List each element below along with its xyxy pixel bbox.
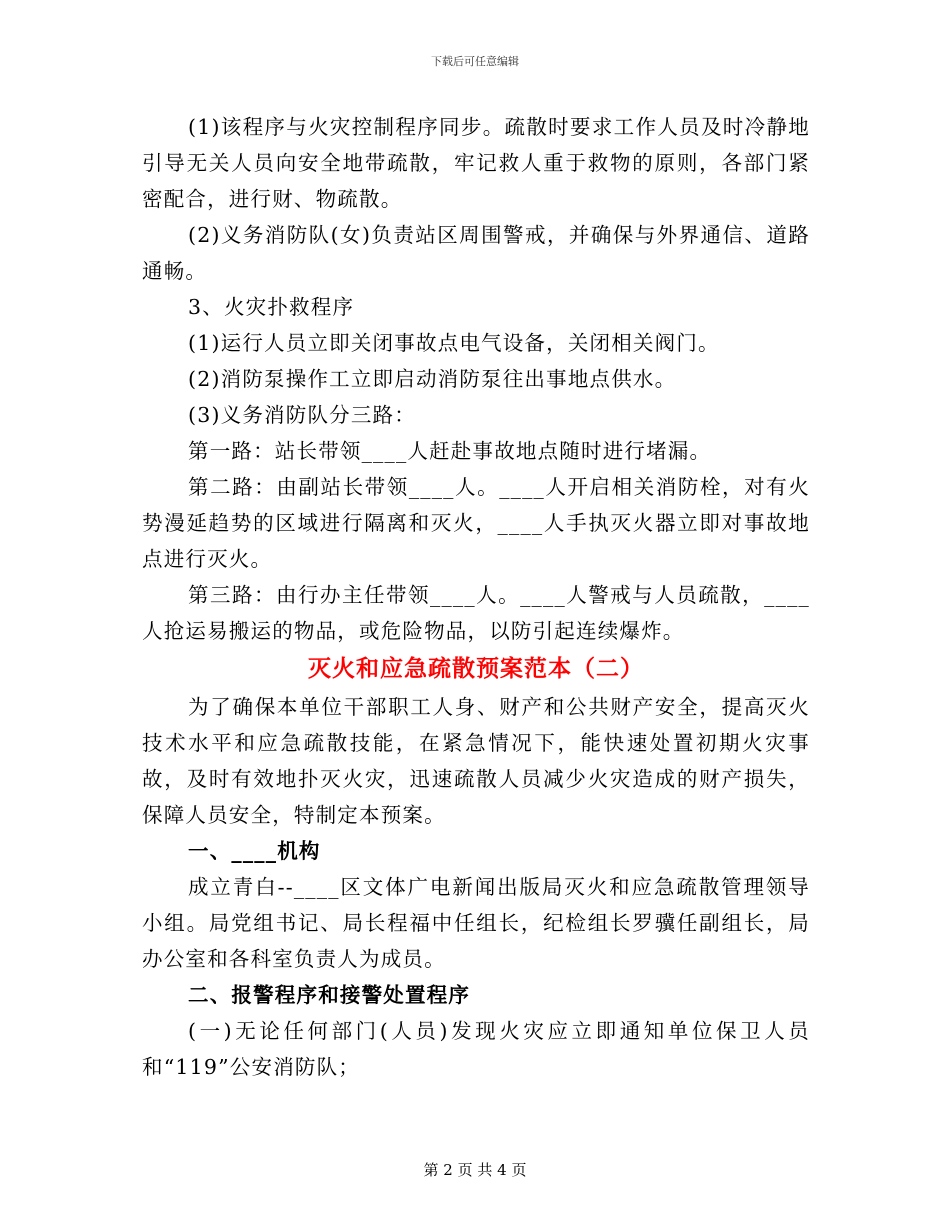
document-body	[142, 109, 810, 1085]
paragraph-leadership-group: 成立青白--____区文体广电新闻出版局灭火和应急疏散管理领导小组。局党组书记、局长程福中任组长，纪检组长罗骥任副组长，局办公室和各科室负责人为成员。	[142, 875, 810, 971]
paragraph-route-two: 第二路：由副站长带领____人。____人开启相关消防栓，对有火势漫延趋势的区域进行隔离和灭火，____人手执灭火器立即对事故地点进行灭火。	[142, 475, 810, 571]
paragraph-route-three: 第三路：由行办主任带领____人。____人警戒与人员疏散，____人抢运易搬运的物品，或危险物品，以防引起连续爆炸。	[142, 583, 810, 643]
page-footer: 第 2 页 共 4 页	[423, 1161, 527, 1179]
paragraph-three-routes: (3)义务消防队分三路：	[188, 403, 416, 427]
paragraph-evacuation-sync: (1)该程序与火灾控制程序同步。疏散时要求工作人员及时冷静地引导无关人员向安全地带疏散，牢记救人重于救物的原则，各部门紧密配合，进行财、物疏散。	[142, 115, 810, 211]
paragraph-volunteer-guard: (2)义务消防队(女)负责站区周围警戒，并确保与外界通信、道路通畅。	[142, 223, 810, 283]
paragraph-operator-shutdown: (1)运行人员立即关闭事故点电气设备，关闭相关阀门。	[188, 331, 720, 355]
heading-alarm-procedure: 二、报警程序和接警处置程序	[188, 983, 471, 1007]
section-title: 灭火和应急疏散预案范本（二）	[308, 655, 644, 682]
paragraph-alarm-notify: (一)无论任何部门(人员)发现火灾应立即通知单位保卫人员和“119”公安消防队；	[142, 1019, 810, 1079]
paragraph-pump-start: (2)消防泵操作工立即启动消防泵往出事地点供水。	[188, 367, 677, 391]
heading-organization: 一、____机构	[188, 839, 321, 863]
paragraph-route-one: 第一路：站长带领____人赶赴事故地点随时进行堵漏。	[188, 439, 712, 463]
heading-fire-fighting-procedure: 3、火灾扑救程序	[188, 295, 355, 319]
paragraph-purpose: 为了确保本单位干部职工人身、财产和公共财产安全，提高灭火技术水平和应急疏散技能，在紧急情况下，能快速处置初期火灾事故，及时有效地扑灭火灾，迅速疏散人员减少火灾造成的财产损失，保障人员安全，特制定本预案。	[142, 695, 810, 827]
page-header: 下载后可任意编辑	[431, 55, 519, 68]
